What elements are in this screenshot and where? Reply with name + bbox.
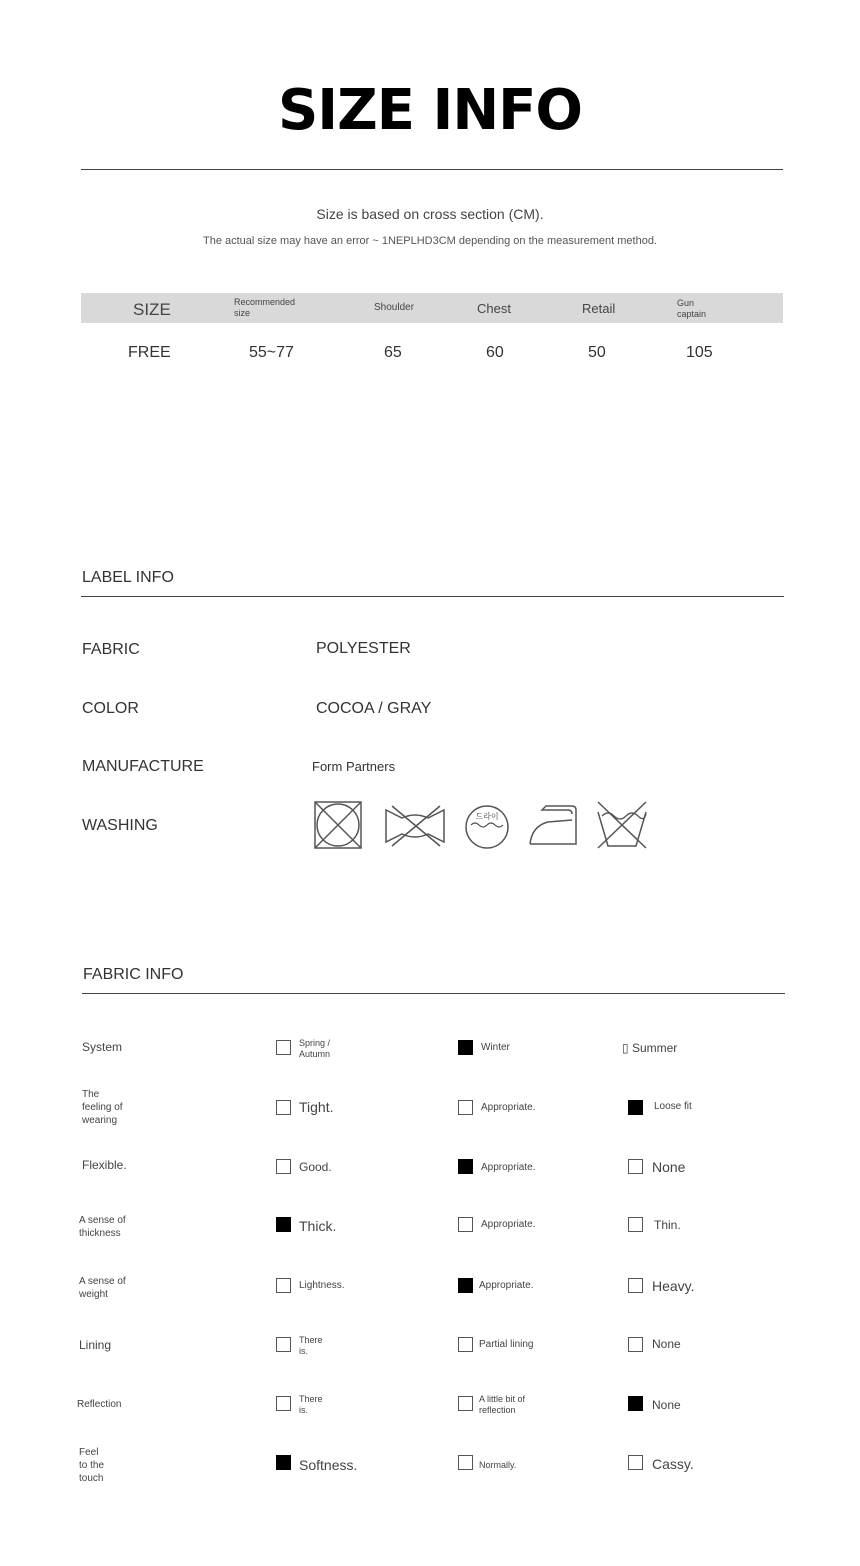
value-recommended: 55~77 bbox=[249, 344, 294, 361]
option-loose-fit: Loose fit bbox=[654, 1101, 692, 1112]
value-shoulder: 65 bbox=[384, 344, 402, 361]
option-thick: Thick. bbox=[299, 1218, 337, 1234]
option-text: There bbox=[299, 1394, 323, 1404]
row-label-thickness bbox=[79, 1214, 126, 1240]
header-gun-line1: Gun bbox=[677, 298, 695, 308]
checkbox-none[interactable] bbox=[628, 1337, 643, 1352]
option-spring-autumn bbox=[299, 1038, 330, 1060]
option-text: Spring / bbox=[299, 1038, 331, 1048]
checkbox-thick[interactable] bbox=[276, 1217, 291, 1232]
header-recommended-line2: size bbox=[234, 308, 251, 318]
checkbox-normally[interactable] bbox=[458, 1455, 473, 1470]
value-chest: 60 bbox=[486, 344, 504, 361]
row-label-text: touch bbox=[79, 1473, 104, 1484]
header-gun-line2: captain bbox=[677, 309, 707, 319]
option-none: None bbox=[652, 1337, 681, 1351]
checkbox-there-is[interactable] bbox=[276, 1337, 291, 1352]
option-text: Autumn bbox=[299, 1049, 331, 1059]
checkbox-appropriate[interactable] bbox=[458, 1217, 473, 1232]
dry-clean-text: 드라이 bbox=[475, 812, 499, 821]
option-text: reflection bbox=[479, 1405, 516, 1415]
size-basis-note: Size is based on cross section (CM). bbox=[316, 206, 544, 222]
checkbox-loose-fit[interactable] bbox=[628, 1100, 643, 1115]
manufacture-value: Form Partners bbox=[312, 759, 396, 774]
checkbox-lightness[interactable] bbox=[276, 1278, 291, 1293]
option-appropriate: Appropriate. bbox=[481, 1102, 536, 1113]
option-softness: Softness. bbox=[299, 1457, 358, 1473]
option-text: A little bit of bbox=[479, 1394, 526, 1404]
row-label-text: A sense of bbox=[79, 1276, 126, 1287]
row-label-text: to the bbox=[79, 1460, 105, 1471]
checkbox-none[interactable] bbox=[628, 1159, 643, 1174]
iron-icon bbox=[528, 804, 578, 846]
option-there-is bbox=[299, 1394, 323, 1416]
option-cassy: Cassy. bbox=[652, 1456, 694, 1472]
value-retail: 50 bbox=[588, 344, 606, 361]
option-appropriate: Appropriate. bbox=[481, 1162, 536, 1173]
option-lightness: Lightness. bbox=[299, 1280, 345, 1291]
row-label-flexible: Flexible. bbox=[82, 1158, 127, 1172]
row-label-text: Feel bbox=[79, 1447, 99, 1458]
checkbox-appropriate[interactable] bbox=[458, 1159, 473, 1174]
option-normally: Normally. bbox=[479, 1460, 517, 1470]
washing-label: WASHING bbox=[82, 817, 158, 834]
row-label-text: A sense of bbox=[79, 1215, 126, 1226]
fabric-info-divider bbox=[82, 993, 785, 994]
checkbox-softness[interactable] bbox=[276, 1455, 291, 1470]
label-info-title: LABEL INFO bbox=[82, 569, 174, 586]
option-text: is. bbox=[299, 1405, 308, 1415]
fabric-value: POLYESTER bbox=[316, 640, 411, 657]
option-text: is. bbox=[299, 1346, 308, 1356]
size-table-header bbox=[81, 293, 783, 323]
checkbox-appropriate[interactable] bbox=[458, 1278, 473, 1293]
checkbox-none[interactable] bbox=[628, 1396, 643, 1411]
row-label-text: thickness bbox=[79, 1228, 121, 1239]
option-winter: Winter bbox=[481, 1042, 510, 1053]
option-good: Good. bbox=[299, 1160, 332, 1174]
label-info-divider bbox=[81, 596, 784, 597]
option-text: There bbox=[299, 1335, 323, 1345]
fabric-info-title: FABRIC INFO bbox=[83, 966, 184, 983]
header-gun-captain bbox=[677, 298, 706, 320]
checkbox-there-is[interactable] bbox=[276, 1396, 291, 1411]
option-a-little-reflection bbox=[479, 1394, 525, 1416]
row-label-text: feeling of bbox=[82, 1102, 123, 1113]
option-none: None bbox=[652, 1398, 681, 1412]
row-label-lining: Lining bbox=[79, 1338, 112, 1352]
color-value: COCOA / GRAY bbox=[316, 700, 432, 717]
row-label-text: The bbox=[82, 1089, 100, 1100]
header-size: SIZE bbox=[133, 300, 171, 319]
option-none: None bbox=[652, 1159, 686, 1175]
no-wring-icon bbox=[384, 804, 446, 848]
option-heavy: Heavy. bbox=[652, 1278, 695, 1294]
option-tight: Tight. bbox=[299, 1099, 334, 1115]
size-error-note: The actual size may have an error ~ 1NEPLHD3CM depending on the measurement method. bbox=[203, 235, 657, 247]
checkbox-partial-lining[interactable] bbox=[458, 1337, 473, 1352]
color-label: COLOR bbox=[82, 700, 139, 717]
title-divider bbox=[81, 169, 783, 170]
checkbox-a-little-reflection[interactable] bbox=[458, 1396, 473, 1411]
value-size: FREE bbox=[128, 344, 171, 361]
header-chest: Chest bbox=[477, 301, 511, 316]
checkbox-cassy[interactable] bbox=[628, 1455, 643, 1470]
option-appropriate: Appropriate. bbox=[481, 1219, 536, 1230]
manufacture-label: MANUFACTURE bbox=[82, 758, 204, 775]
option-there-is bbox=[299, 1335, 323, 1357]
fabric-label: FABRIC bbox=[82, 641, 140, 658]
checkbox-thin[interactable] bbox=[628, 1217, 643, 1232]
row-label-feel-to-the-touch bbox=[79, 1446, 104, 1485]
header-retail: Retail bbox=[582, 301, 616, 316]
dry-clean-icon bbox=[463, 804, 511, 850]
checkbox-winter[interactable] bbox=[458, 1040, 473, 1055]
no-wash-icon bbox=[594, 800, 650, 850]
checkbox-appropriate[interactable] bbox=[458, 1100, 473, 1115]
option-summer: ▯ Summer bbox=[622, 1041, 678, 1055]
checkbox-heavy[interactable] bbox=[628, 1278, 643, 1293]
checkbox-spring-autumn[interactable] bbox=[276, 1040, 291, 1055]
row-label-system: System bbox=[82, 1040, 123, 1054]
row-label-text: weight bbox=[79, 1289, 108, 1300]
row-label-text: wearing bbox=[82, 1115, 118, 1126]
checkbox-good[interactable] bbox=[276, 1159, 291, 1174]
value-gun: 105 bbox=[686, 344, 713, 361]
row-label-reflection: Reflection bbox=[77, 1399, 122, 1410]
header-shoulder: Shoulder bbox=[374, 302, 415, 313]
checkbox-tight[interactable] bbox=[276, 1100, 291, 1115]
row-label-weight bbox=[79, 1275, 126, 1301]
header-recommended bbox=[234, 297, 295, 319]
option-appropriate: Appropriate. bbox=[479, 1280, 534, 1291]
option-partial-lining: Partial lining bbox=[479, 1339, 534, 1350]
option-thin: Thin. bbox=[654, 1218, 681, 1232]
row-label-feeling-of-wearing bbox=[82, 1088, 123, 1127]
no-tumble-dry-icon bbox=[313, 800, 363, 850]
header-recommended-line1: Recommended bbox=[234, 297, 296, 307]
page-title: SIZE INFO bbox=[277, 78, 583, 143]
